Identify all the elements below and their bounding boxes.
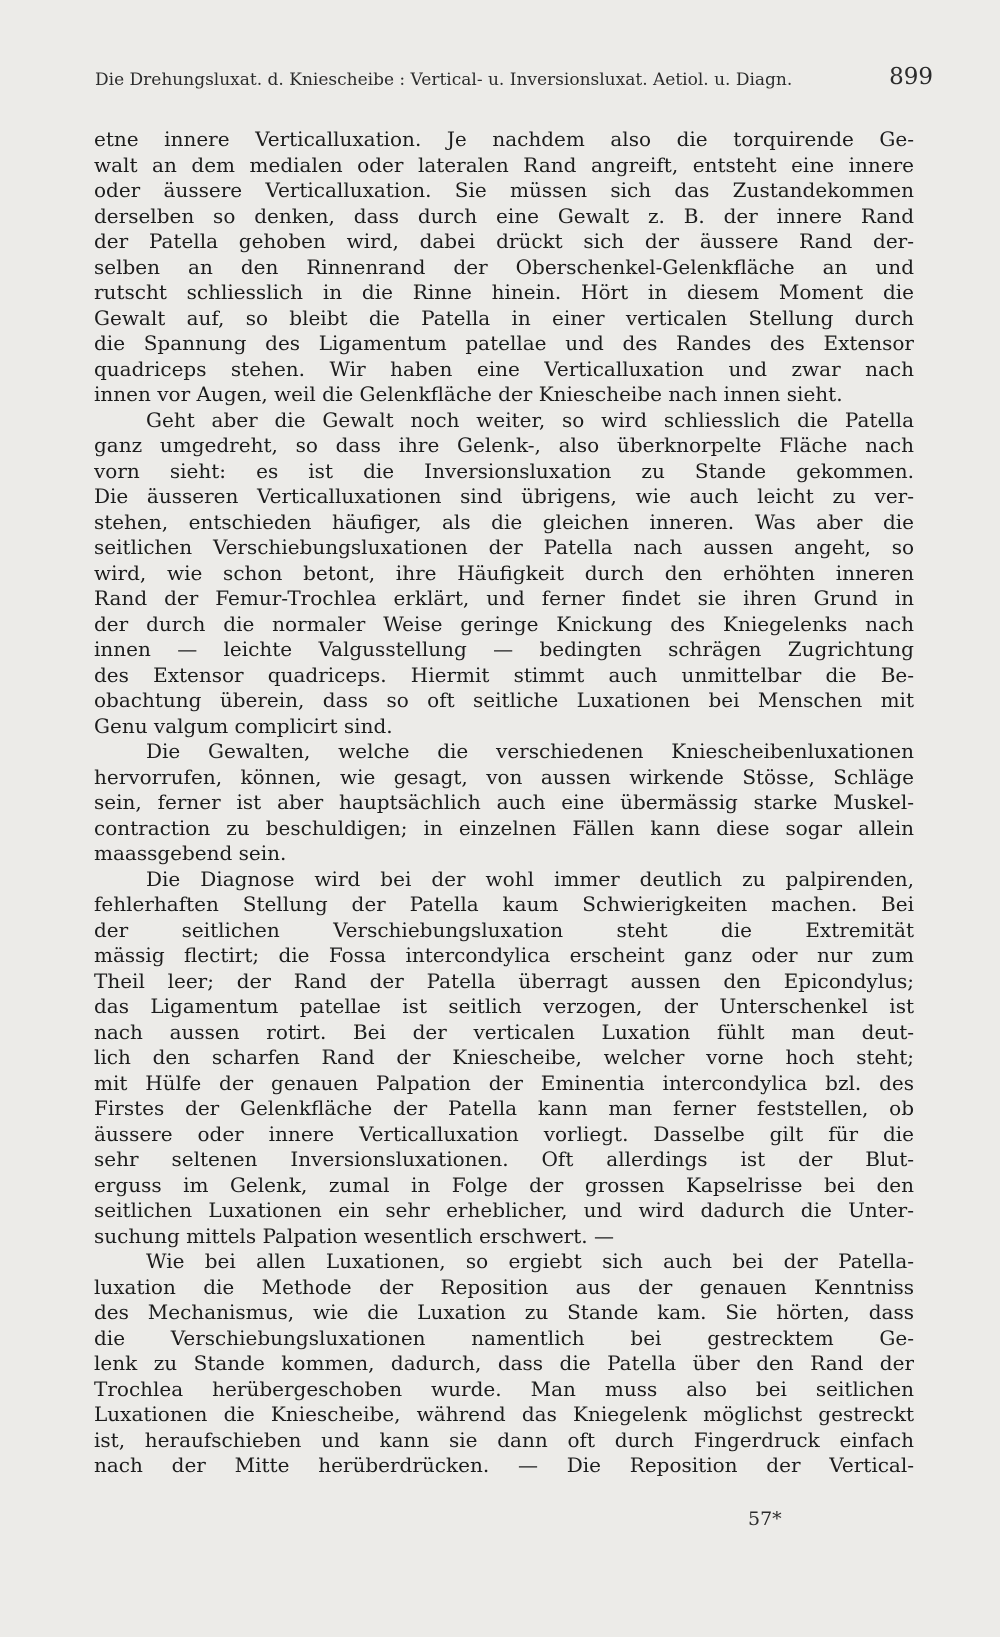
text-line: des Mechanismus, wie die Luxation zu Stande kam. Sie hörten, dass xyxy=(94,1300,914,1324)
text-line: Firstes der Gelenkfläche der Patella kann man ferner feststellen, ob xyxy=(94,1096,914,1120)
text-line: Die Diagnose wird bei der wohl immer deutlich zu palpirenden, xyxy=(146,866,914,891)
text-line: innen — leichte Valgusstellung — bedingten schrägen Zugrichtung xyxy=(94,637,914,661)
text-line: vorn sieht: es ist die Inversionsluxation zu Stande gekommen. xyxy=(94,458,914,483)
text-line: Gewalt auf, so bleibt die Patella in einer verticalen Stellung durch xyxy=(94,305,914,330)
text-line: mit Hülfe der genauen Palpation der Eminentia intercondylica bzl. des xyxy=(94,1070,914,1095)
text-line: suchung mittels Palpation wesentlich erschwert. — xyxy=(94,1223,614,1248)
text-line: hervorrufen, können, wie gesagt, von aussen wirkende Stösse, Schläge xyxy=(94,764,914,789)
running-title: Die Drehungsluxat. d. Kniescheibe : Vertical- u. Inversionsluxat. Aetiol. u. Diagn. xyxy=(95,70,793,90)
text-line: walt an dem medialen oder lateralen Rand angreift, entsteht eine innere xyxy=(94,152,914,177)
text-line: der Patella gehoben wird, dabei drückt sich der äussere Rand der- xyxy=(94,229,914,253)
text-line: etne innere Verticalluxation. Je nachdem also die torquirende Ge- xyxy=(94,127,914,151)
text-line: obachtung überein, dass so oft seitliche Luxationen bei Menschen mit xyxy=(94,688,914,712)
text-line: sehr seltenen Inversionsluxationen. Oft allerdings ist der Blut- xyxy=(94,1147,914,1171)
text-line: der seitlichen Verschiebungsluxation steht die Extremität xyxy=(94,917,914,942)
text-line: stehen, entschieden häufiger, als die gleichen inneren. Was aber die xyxy=(94,509,914,534)
text-line: quadriceps stehen. Wir haben eine Verticalluxation und zwar nach xyxy=(94,356,914,381)
running-header xyxy=(95,64,933,96)
text-line: wird, wie schon betont, ihre Häufigkeit durch den erhöhten inneren xyxy=(94,560,914,585)
text-line: die Spannung des Ligamentum patellae und des Randes des Extensor xyxy=(94,331,914,355)
text-line: nach der Mitte herüberdrücken. — Die Reposition der Vertical- xyxy=(94,1453,914,1477)
text-line: seitlichen Verschiebungsluxationen der Patella nach aussen angeht, so xyxy=(94,535,914,559)
text-line: erguss im Gelenk, zumal in Folge der grossen Kapselrisse bei den xyxy=(94,1172,914,1197)
text-line: innen vor Augen, weil die Gelenkfläche der Kniescheibe nach innen sieht. xyxy=(94,382,843,406)
text-line: contraction zu beschuldigen; in einzelnen Fällen kann diese sogar allein xyxy=(94,815,914,840)
text-line: Luxationen die Kniescheibe, während das Kniegelenk möglichst gestreckt xyxy=(94,1402,914,1426)
text-line: äussere oder innere Verticalluxation vorliegt. Dasselbe gilt für die xyxy=(94,1121,914,1146)
page-number: 899 xyxy=(889,64,933,90)
body-text xyxy=(94,127,914,1479)
text-line: die Verschiebungsluxationen namentlich bei gestrecktem Ge- xyxy=(94,1325,914,1350)
text-line: nach aussen rotirt. Bei der verticalen Luxation fühlt man deut- xyxy=(94,1019,914,1044)
text-line: seitlichen Luxationen ein sehr erheblicher, und wird dadurch die Unter- xyxy=(94,1198,914,1222)
text-line: des Extensor quadriceps. Hiermit stimmt auch unmittelbar die Be- xyxy=(94,662,914,687)
text-line: Genu valgum complicirt sind. xyxy=(94,713,393,738)
text-line: maassgebend sein. xyxy=(94,841,287,865)
text-line: das Ligamentum patellae ist seitlich verzogen, der Unterschenkel ist xyxy=(94,994,914,1018)
text-line: Trochlea herübergeschoben wurde. Man muss also bei seitlichen xyxy=(94,1376,914,1401)
text-line: derselben so denken, dass durch eine Gewalt z. B. der innere Rand xyxy=(94,203,914,228)
text-line: sein, ferner ist aber hauptsächlich auch eine übermässig starke Muskel- xyxy=(94,790,914,814)
text-line: Geht aber die Gewalt noch weiter, so wird schliesslich die Patella xyxy=(146,407,914,432)
text-line: luxation die Methode der Reposition aus der genauen Kenntniss xyxy=(94,1274,914,1299)
text-line: fehlerhaften Stellung der Patella kaum Schwierigkeiten machen. Bei xyxy=(94,892,914,916)
text-line: ganz umgedreht, so dass ihre Gelenk-, also überknorpelte Fläche nach xyxy=(94,433,914,457)
text-line: Wie bei allen Luxationen, so ergiebt sich auch bei der Patella- xyxy=(146,1249,914,1273)
text-line: Die äusseren Verticalluxationen sind übrigens, wie auch leicht zu ver- xyxy=(94,484,914,508)
text-line: Rand der Femur-Trochlea erklärt, und ferner findet sie ihren Grund in xyxy=(94,586,914,610)
text-line: lich den scharfen Rand der Kniescheibe, welcher vorne hoch steht; xyxy=(94,1045,914,1069)
text-line: rutscht schliesslich in die Rinne hinein. Hört in diesem Moment die xyxy=(94,280,914,304)
printer-signature: 57* xyxy=(748,1508,782,1530)
text-line: mässig flectirt; die Fossa intercondylica erscheint ganz oder nur zum xyxy=(94,943,914,967)
text-line: Theil leer; der Rand der Patella überragt aussen den Epicondylus; xyxy=(94,968,914,993)
text-line: lenk zu Stande kommen, dadurch, dass die Patella über den Rand der xyxy=(94,1351,914,1375)
text-line: Die Gewalten, welche die verschiedenen Kniescheibenluxationen xyxy=(146,739,914,763)
text-line: selben an den Rinnenrand der Oberschenkel-Gelenkfläche an und xyxy=(94,254,914,279)
text-line: ist, heraufschieben und kann sie dann oft durch Fingerdruck einfach xyxy=(94,1427,914,1452)
text-line: oder äussere Verticalluxation. Sie müssen sich das Zustandekommen xyxy=(94,178,914,202)
text-line: der durch die normaler Weise geringe Knickung des Kniegelenks nach xyxy=(94,611,914,636)
